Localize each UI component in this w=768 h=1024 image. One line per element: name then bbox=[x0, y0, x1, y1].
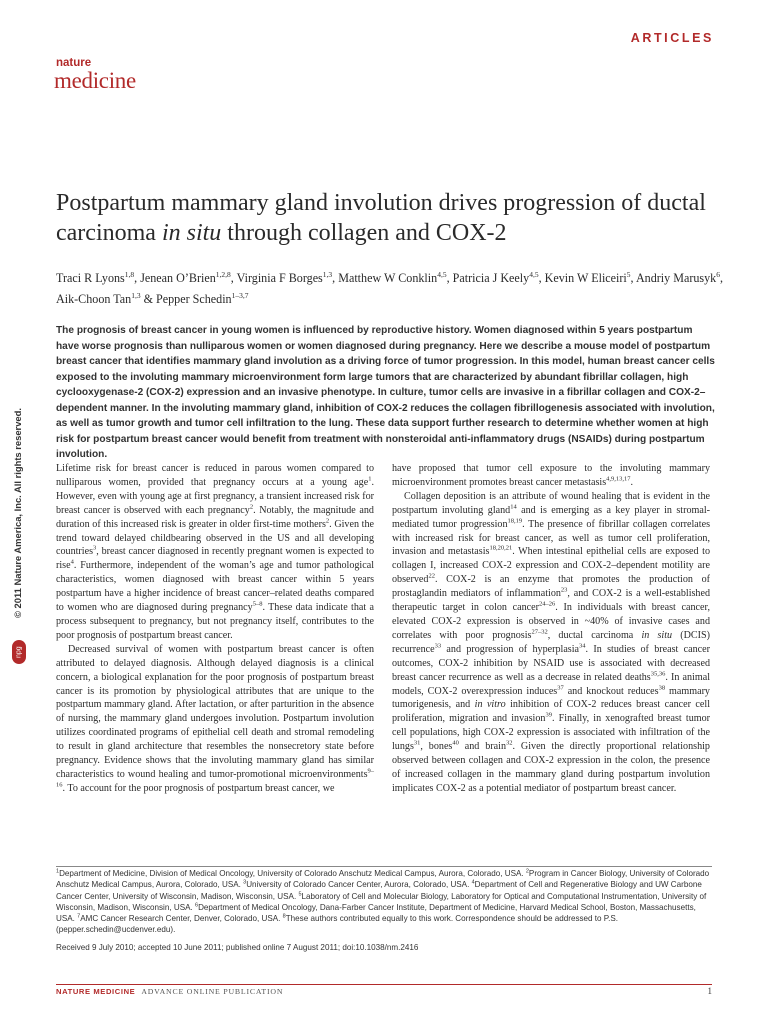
reference-number: 18,20,21 bbox=[489, 545, 513, 553]
reference-number: 23 bbox=[560, 586, 568, 594]
body-text: . COX-2 is an enzyme that promotes the production of prostaglandin mediators of inflammation bbox=[392, 574, 710, 600]
body-text: Decreased survival of women with postpartum breast cancer is often attributed to delayed diagnosis. Although delayed diagnosis is a clinical concern, a biological explanation for the poor prognosis of postpartum breast cancer is its promotion by physiological attributes that are unique to the postpartum mammary gland. After lactation, or after parturition in the absence of nursing, the mammary gland undergoes involution. Postpartum involution utilizes coordinated programs of epithelial cell death and stromal remodeling to result in gland architecture that resembles the nonsecretory state before pregnancy. Evidence shows that the involuting mammary gland has similar characteristics to wound healing and tumor-promotional microenvironments bbox=[56, 643, 374, 780]
author-affiliation-ref: 5 bbox=[626, 270, 631, 279]
author-name: Kevin W Eliceiri bbox=[544, 271, 627, 286]
body-paragraph bbox=[392, 490, 710, 796]
author-name: Virginia F Borges bbox=[236, 271, 323, 286]
author-affiliation-ref: 4,5 bbox=[529, 270, 539, 279]
affiliation-text: AMC Cancer Research Center, Denver, Colorado, USA. bbox=[80, 914, 283, 924]
body-text: , ductal carcinoma bbox=[547, 629, 642, 641]
reference-number: 27–32 bbox=[531, 628, 548, 636]
logo-nature-text: nature bbox=[56, 57, 92, 69]
footer-divider bbox=[56, 984, 712, 985]
reference-number: 3 bbox=[243, 879, 247, 886]
reference-number: 18,19 bbox=[507, 517, 523, 525]
author-affiliation-ref: 1,8 bbox=[124, 270, 135, 279]
logo-medicine-text: medicine bbox=[54, 67, 136, 93]
body-text: , breast cancer diagnosed in recently pregnant women is expected to rise bbox=[56, 546, 374, 572]
journal-logo bbox=[54, 58, 136, 92]
italic-term: in vitro bbox=[474, 699, 506, 711]
body-text: mammary tumorigenesis, and bbox=[392, 685, 710, 711]
affiliation-text: Department of Medicine, Division of Medical Oncology, University of Colorado Anschutz Medical Campus, Aurora, Colorado, USA. bbox=[59, 869, 526, 878]
reference-number: 35,36 bbox=[650, 670, 666, 678]
reference-number: 4,9,13,17 bbox=[606, 475, 631, 483]
affiliation-text: Program in Cancer Biology, University of Colorado Anschutz Medical Campus, Aurora, Colorado, USA. bbox=[56, 869, 710, 890]
reference-number: 24–26 bbox=[539, 600, 556, 608]
italic-term: in situ bbox=[641, 629, 673, 641]
body-column-left bbox=[56, 462, 374, 796]
page-number: 1 bbox=[707, 986, 712, 996]
author-affiliation-ref: 4,5 bbox=[437, 270, 447, 279]
author-name: Traci R Lyons bbox=[56, 271, 125, 286]
affiliation-text: These authors contributed equally to this work. Correspondence should be addressed to P.S. (pepper.schedin@ucdenver.edu). bbox=[56, 914, 619, 935]
body-text: have proposed that tumor cell exposure to the involuting mammary microenvironment promotes breast cancer metastasis bbox=[392, 463, 710, 488]
affiliation-text: Department of Medical Oncology, Dana-Farber Cancer Institute, Department of Medicine, Harvard Medical School, Boston, Massachusetts, USA. bbox=[56, 902, 696, 924]
body-text: . In studies of breast cancer outcomes, COX-2 inhibition by NSAID use is associated with decreased breast cancer recurrence as well as a decrease in related deaths bbox=[392, 643, 710, 683]
reference-number: 39 bbox=[545, 711, 552, 719]
reference-number: 1 bbox=[368, 475, 372, 483]
author-name: Patricia J Keely bbox=[452, 271, 530, 286]
reference-number: 40 bbox=[452, 739, 459, 747]
abstract: The prognosis of breast cancer in young women is influenced by reproductive history. Women diagnosed within 5 years postpartum have worse prognosis than nulliparous women or women diagnosed during pregnancy. Here we describe a mouse model of postpartum breast cancer that identifies mammary gland involution as a driving force of tumor progression. In this model, human breast cancer cells exposed to the involuting mammary microenvironment form large tumors that are characterized by abundant fibrillar collagen, high cyclooxygenase-2 (COX-2) expression and an invasive phenotype. In culture, tumor cells are invasive in a fibrillar collagen and COX-2–dependent manner. In the involuting mammary gland, inhibition of COX-2 reduces the collagen fibrillogenesis associated with involution, as well as tumor growth and tumor cell infiltration to the lung. These data support further research to determine whether women at high risk for postpartum breast cancer would benefit from treatment with nonsteroidal anti-inflammatory drugs (NSAIDs) during postpartum involution. bbox=[56, 325, 715, 460]
body-text: . Given the directly proportional relationship observed between collagen and COX-2 expression in the colon, the presence of increased collagen in the mammary gland during postpartum involution implicates COX-2 as a potential mediator of postpartum breast cancer. bbox=[392, 741, 710, 794]
body-text: . However, even with young age at first pregnancy, a transient increased risk for breast cancer is observed with each pregnancy bbox=[56, 476, 374, 516]
body-text: inhibition of COX-2 reduces breast cancer cell proliferation, migration and invasion bbox=[392, 699, 710, 725]
author-name: Jenean O’Brien bbox=[140, 271, 216, 286]
copyright-notice: © 2011 Nature America, Inc. All rights reserved. bbox=[12, 408, 23, 618]
title-part-2: through collagen and COX-2 bbox=[221, 220, 507, 246]
author-name: Andriy Marusyk bbox=[635, 271, 717, 286]
body-text: . These data indicate that a process subsequent to pregnancy, but not pregnancy itself, contributes to the poor prognosis of postpartum breast cancer. bbox=[56, 602, 374, 641]
body-text: Collagen deposition is an attribute of wound healing that is evident in the postpartum involuting gland bbox=[392, 490, 710, 516]
body-text: . Notably, the magnitude and duration of this increased risk is greater in older first-time mothers bbox=[56, 504, 374, 530]
body-text: and brain bbox=[458, 741, 506, 753]
publication-dates: Received 9 July 2010; accepted 10 June 2011; published online 7 August 2011; doi:10.1038/nm.2416 bbox=[56, 943, 419, 952]
body-text: and is emerging as a key player in stromal-mediated tumor progression bbox=[392, 504, 710, 530]
author-affiliation-ref: 1,3 bbox=[322, 270, 333, 279]
reference-number: 33 bbox=[434, 642, 442, 650]
footnote-divider bbox=[56, 866, 712, 867]
author-affiliation-ref: 1–3,7 bbox=[231, 291, 249, 301]
body-text: . Given the trend toward delayed childbearing observed in the US and all developing countries bbox=[56, 518, 374, 558]
body-text: and progression of hyperplasia bbox=[441, 643, 580, 655]
reference-number: 1 bbox=[56, 868, 60, 875]
body-text: . Finally, in xenografted breast tumor cell populations, high COX-2 expression is associated with infiltration of the lungs bbox=[392, 713, 710, 753]
affiliation-text: Laboratory of Cell and Molecular Biology, Laboratory for Optical and Computational Instrumentation, University of Wisconsin, Madison, Wisconsin, USA. bbox=[56, 891, 707, 912]
author-affiliation-ref: 1,3 bbox=[131, 291, 141, 301]
footer-publication: ADVANCE ONLINE PUBLICATION bbox=[141, 987, 284, 996]
reference-number: 38 bbox=[658, 684, 666, 692]
reference-number: 37 bbox=[557, 684, 564, 692]
author-list: Traci R Lyons$^{1,8}$, Jenean O’Brien$^{1,2,8}$, Virginia F Borges$^{1,3}$, Matthew W Conklin$^{4,5}$, Patricia J Keely$^{4,5}$, Kevin W Eliceiri$^5$, Andriy Marusyk$^6$, Aik-Choon Tan$^{1,3}$ & Pepper Schedin$^{1-3,7}$ bbox=[56, 270, 723, 307]
reference-number: 9–16 bbox=[56, 767, 374, 789]
affiliations bbox=[56, 868, 716, 936]
reference-number: 8 bbox=[282, 913, 286, 920]
author-name: Aik-Choon Tan bbox=[56, 292, 132, 307]
body-text: . Furthermore, independent of the woman’s age and tumor pathological characteristics, women diagnosed with breast cancer within 5 years postpartum have a higher incidence of breast cancer–related deaths compared to women who are diagnosed during pregnancy bbox=[56, 560, 374, 614]
reference-number: 14 bbox=[510, 503, 517, 511]
body-text: (DCIS) recurrence bbox=[392, 629, 710, 655]
body-text: . In animal models, COX-2 overexpression induces bbox=[392, 671, 711, 697]
body-text: , bones bbox=[420, 741, 453, 753]
affiliation-text: Department of Cell and Regenerative Biology and UW Carbone Cancer Center, University of Wisconsin, Madison, Wisconsin, USA. bbox=[56, 880, 702, 901]
body-text: , and COX-2 is a well-established therapeutic target in colon cancer bbox=[392, 588, 710, 614]
body-paragraph bbox=[56, 643, 374, 796]
affiliation-text: University of Colorado Cancer Center, Aurora, Colorado, USA. bbox=[246, 880, 472, 890]
page-footer bbox=[56, 986, 712, 996]
body-paragraph bbox=[392, 462, 710, 490]
author-affiliation-ref: 1,2,8 bbox=[215, 270, 231, 279]
title-part-1: Postpartum mammary gland involution drives progression of ductal carcinoma bbox=[56, 190, 706, 246]
title-italic: in situ bbox=[161, 220, 222, 246]
reference-number: 22 bbox=[428, 572, 435, 580]
body-paragraph bbox=[56, 462, 374, 643]
reference-number: 34 bbox=[579, 642, 586, 650]
body-text: . The presence of fibrillar collagen correlates with increased risk for breast cancer, as well as tumor cell proliferation, invasion and metastasis bbox=[392, 518, 710, 558]
body-text: . bbox=[630, 476, 634, 488]
body-text: . In individuals with breast cancer, elevated COX-2 expression is observed in ~40% of invasive cases and correlates with poor prognosis bbox=[392, 602, 710, 641]
reference-number: 7 bbox=[77, 913, 81, 920]
author-name: Matthew W Conklin bbox=[338, 271, 438, 286]
reference-number: 5–8 bbox=[252, 600, 263, 608]
reference-number: 4 bbox=[70, 558, 74, 566]
author-name: Pepper Schedin bbox=[156, 292, 232, 307]
reference-number: 2 bbox=[249, 503, 254, 511]
reference-number: 6 bbox=[195, 902, 199, 909]
reference-number: 4 bbox=[471, 879, 475, 886]
reference-number: 2 bbox=[325, 517, 330, 525]
reference-number: 2 bbox=[525, 868, 529, 875]
body-text: . When intestinal epithelial cells are exposed to collagen I, increased COX-2 expression and COX-2–dependent motility are observed bbox=[392, 546, 710, 586]
body-text: Lifetime risk for breast cancer is reduced in parous women compared to nulliparous women, provided that pregnancy occurs at a young age bbox=[56, 463, 374, 488]
body-text: . To account for the poor prognosis of postpartum breast cancer, we bbox=[62, 782, 335, 794]
reference-number: 3 bbox=[93, 545, 97, 553]
section-label: ARTICLES bbox=[630, 31, 714, 45]
author-affiliation-ref: 6 bbox=[716, 270, 720, 279]
reference-number: 31 bbox=[413, 739, 421, 747]
body-text: and knockout reduces bbox=[563, 685, 659, 697]
article-title bbox=[56, 188, 726, 248]
reference-number: 32 bbox=[506, 739, 513, 747]
npg-logo: npg bbox=[12, 640, 26, 664]
body-column-right bbox=[392, 462, 710, 796]
reference-number: 5 bbox=[298, 890, 302, 897]
footer-journal: NATURE MEDICINE bbox=[56, 987, 136, 996]
